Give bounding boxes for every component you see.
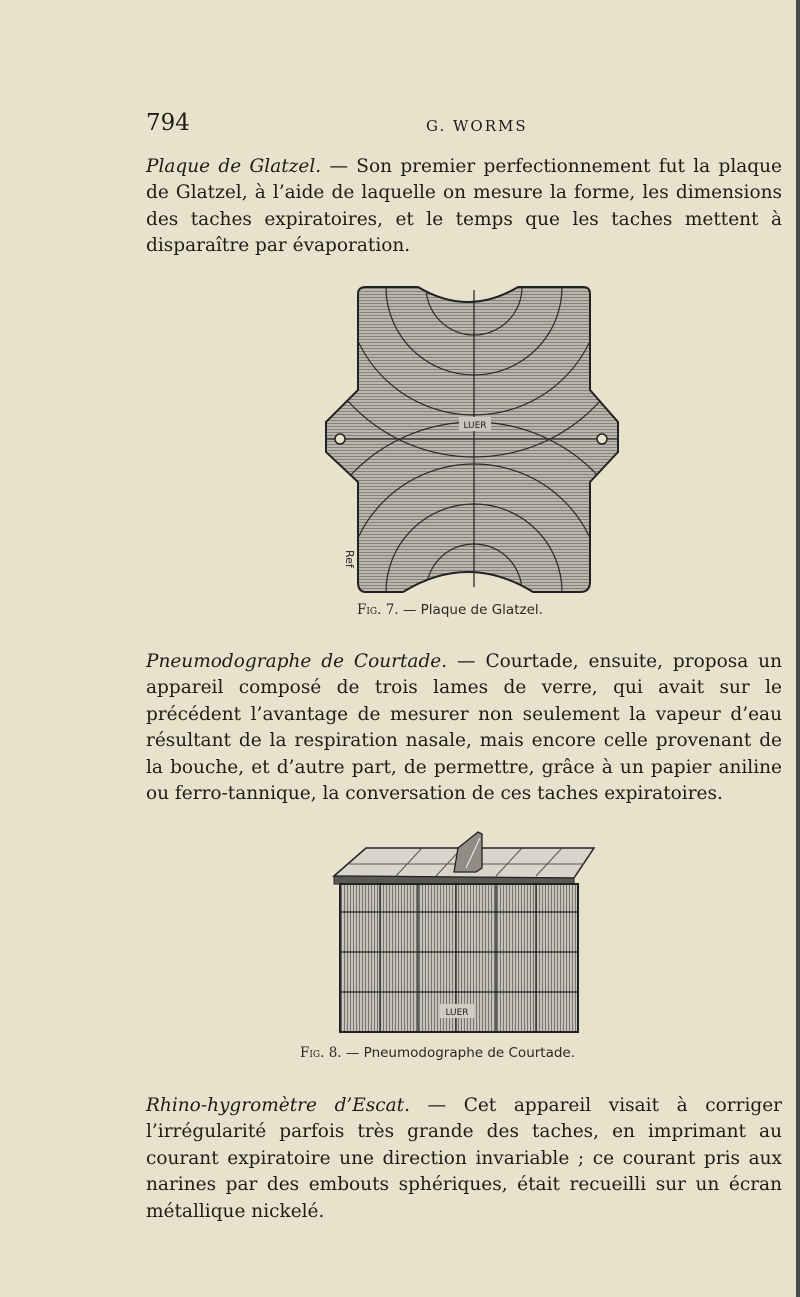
figure-caption-text: — Plaque de Glatzel. bbox=[402, 602, 543, 618]
paragraph-title: Plaque de Glatzel. bbox=[146, 155, 322, 177]
page-edge bbox=[796, 0, 800, 1297]
paragraph-escat bbox=[146, 1093, 782, 1226]
paragraph-title: Rhino-hygromètre d’Escat. bbox=[146, 1094, 410, 1116]
figure-courtade-device bbox=[326, 828, 606, 1038]
running-title: G. WORMS bbox=[426, 117, 528, 135]
paragraph-text: — Son premier perfectionnement fut la plaque de Glatzel, à l’aide de laquelle on mesure la forme, les dimensions des taches expiratoires, et le temps que les taches mettent à disparaître par évaporation. bbox=[146, 155, 782, 256]
page-number: 794 bbox=[146, 110, 190, 136]
maker-mark: LUER bbox=[463, 421, 487, 431]
side-mark: Ref bbox=[343, 550, 356, 568]
paragraph-text: — Cet appareil visait à corriger l’irrégularité parfois très grande des taches, en imprimant au courant expiratoire une direction invariable ; ce courant pris aux narines par des embouts sphériques, était recueilli sur un écran métallique nickelé. bbox=[146, 1094, 782, 1222]
paragraph-glatzel bbox=[146, 154, 782, 260]
figure-number: Fig. 8. bbox=[300, 1045, 342, 1061]
figure-glatzel-plate bbox=[318, 282, 628, 602]
paragraph-title: Pneumodographe de Courtade. bbox=[146, 650, 448, 672]
paragraph-courtade bbox=[146, 649, 782, 808]
maker-mark: LUER bbox=[445, 1008, 469, 1018]
figure-caption-text: — Pneumodographe de Courtade. bbox=[345, 1045, 576, 1061]
figure-7-caption bbox=[357, 602, 543, 618]
figure-number: Fig. 7. bbox=[357, 602, 399, 618]
figure-8-caption bbox=[300, 1045, 575, 1061]
page-header bbox=[146, 110, 786, 146]
paragraph-text: — Courtade, ensuite, proposa un appareil composé de trois lames de verre, qui avait sur le précédent l’avantage de mesurer non seulement la vapeur d’eau résultant de la respiration nasale, mais encore celle provenant de la bouche, et d’autre part, de permettre, grâce à un papier aniline ou ferro-tannique, la conversation de ces taches expiratoires. bbox=[146, 650, 783, 804]
